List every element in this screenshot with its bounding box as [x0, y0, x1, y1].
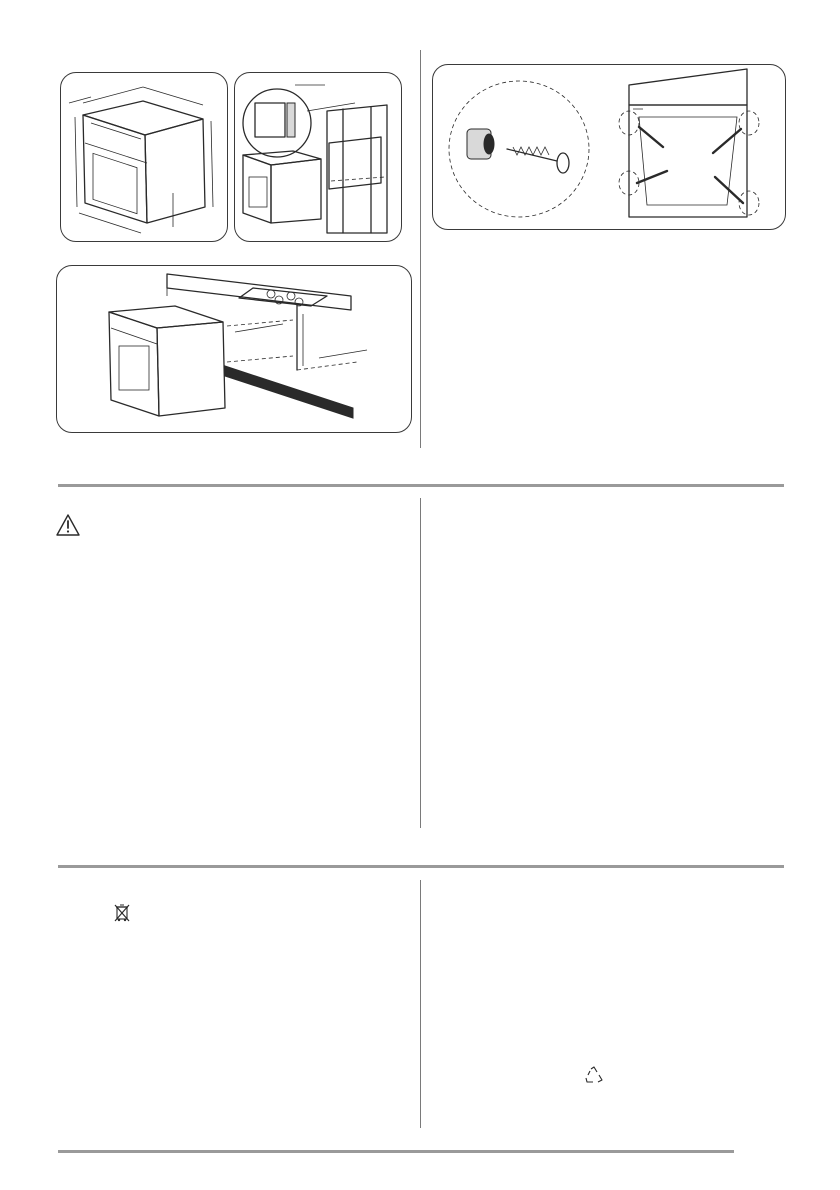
figure-niche-clearance [234, 72, 402, 242]
fixing-screws-drawing [433, 65, 785, 229]
column-divider-top [420, 50, 421, 448]
column-divider-middle [420, 498, 421, 828]
figure-under-counter-installation [56, 265, 412, 433]
column-divider-bottom [420, 880, 421, 1128]
oven-dimensions-drawing [61, 73, 227, 241]
niche-clearance-drawing [235, 73, 401, 241]
under-counter-drawing [57, 266, 411, 432]
warning-triangle-icon [55, 513, 81, 537]
figure-oven-dimensions [60, 72, 228, 242]
section-rule [58, 865, 784, 868]
section-rule [58, 484, 784, 487]
figure-fixing-screws [432, 64, 786, 230]
crossed-out-wheelie-bin-icon [113, 903, 131, 923]
recycling-symbol-icon [583, 1065, 605, 1085]
footer-rule [58, 1150, 734, 1153]
